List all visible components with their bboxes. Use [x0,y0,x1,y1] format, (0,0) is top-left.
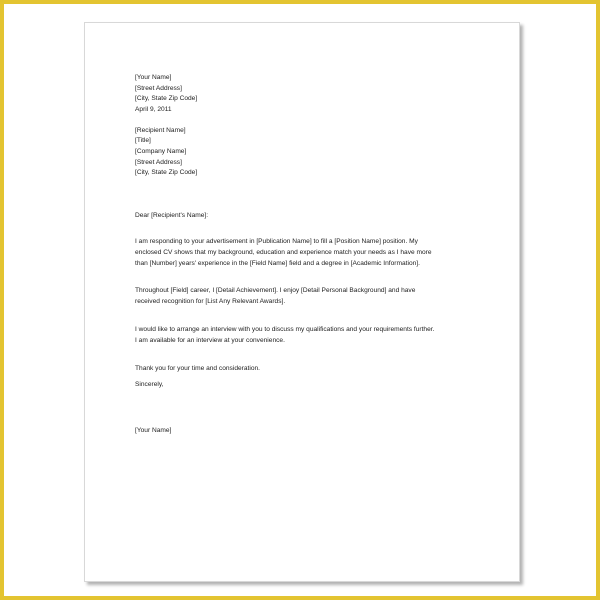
cover-letter [135,73,475,436]
recipient-address-block [135,126,475,179]
paragraph-line: Throughout [Field] career, I [Detail Achievement]. I enjoy [Detail Personal Background] and have [135,287,416,295]
paragraph-introduction [135,237,475,269]
salutation: Dear [Recipient's Name]: [135,211,209,219]
letter-date: April 9, 2011 [135,105,172,113]
paragraph-interview-request [135,325,475,346]
paragraph-line: received recognition for [List Any Relevant Awards]. [135,297,286,305]
paragraph-line: I am available for an interview at your convenience. [135,337,285,344]
sender-street: [Street Address] [135,84,182,92]
closing: Sincerely, [135,381,164,389]
paragraph-thanks: Thank you for your time and consideration. [135,364,260,372]
recipient-title: [Title] [135,137,151,145]
recipient-company: [Company Name] [135,148,187,156]
paragraph-line: I am responding to your advertisement in [Publication Name] to fill a [Position Name] position. My [135,238,418,246]
recipient-name: [Recipient Name] [135,126,186,134]
paragraph-line: enclosed CV shows that my background, education and experience match your needs as I have more [135,249,432,257]
letter-page [84,22,520,582]
paragraph-line: than [Number] years' experience in the [Field Name] field and a degree in [Academic Information]. [135,259,420,267]
paragraph-line: I would like to arrange an interview with you to discuss my qualifications and your requirements further. [135,326,435,334]
sender-name: [Your Name] [135,74,172,81]
paragraph-achievements [135,286,475,307]
recipient-city: [City, State Zip Code] [135,169,198,177]
sender-address-block [135,73,475,115]
sender-city: [City, State Zip Code] [135,95,198,103]
recipient-street: [Street Address] [135,158,182,166]
signature-name: [Your Name] [135,426,172,434]
